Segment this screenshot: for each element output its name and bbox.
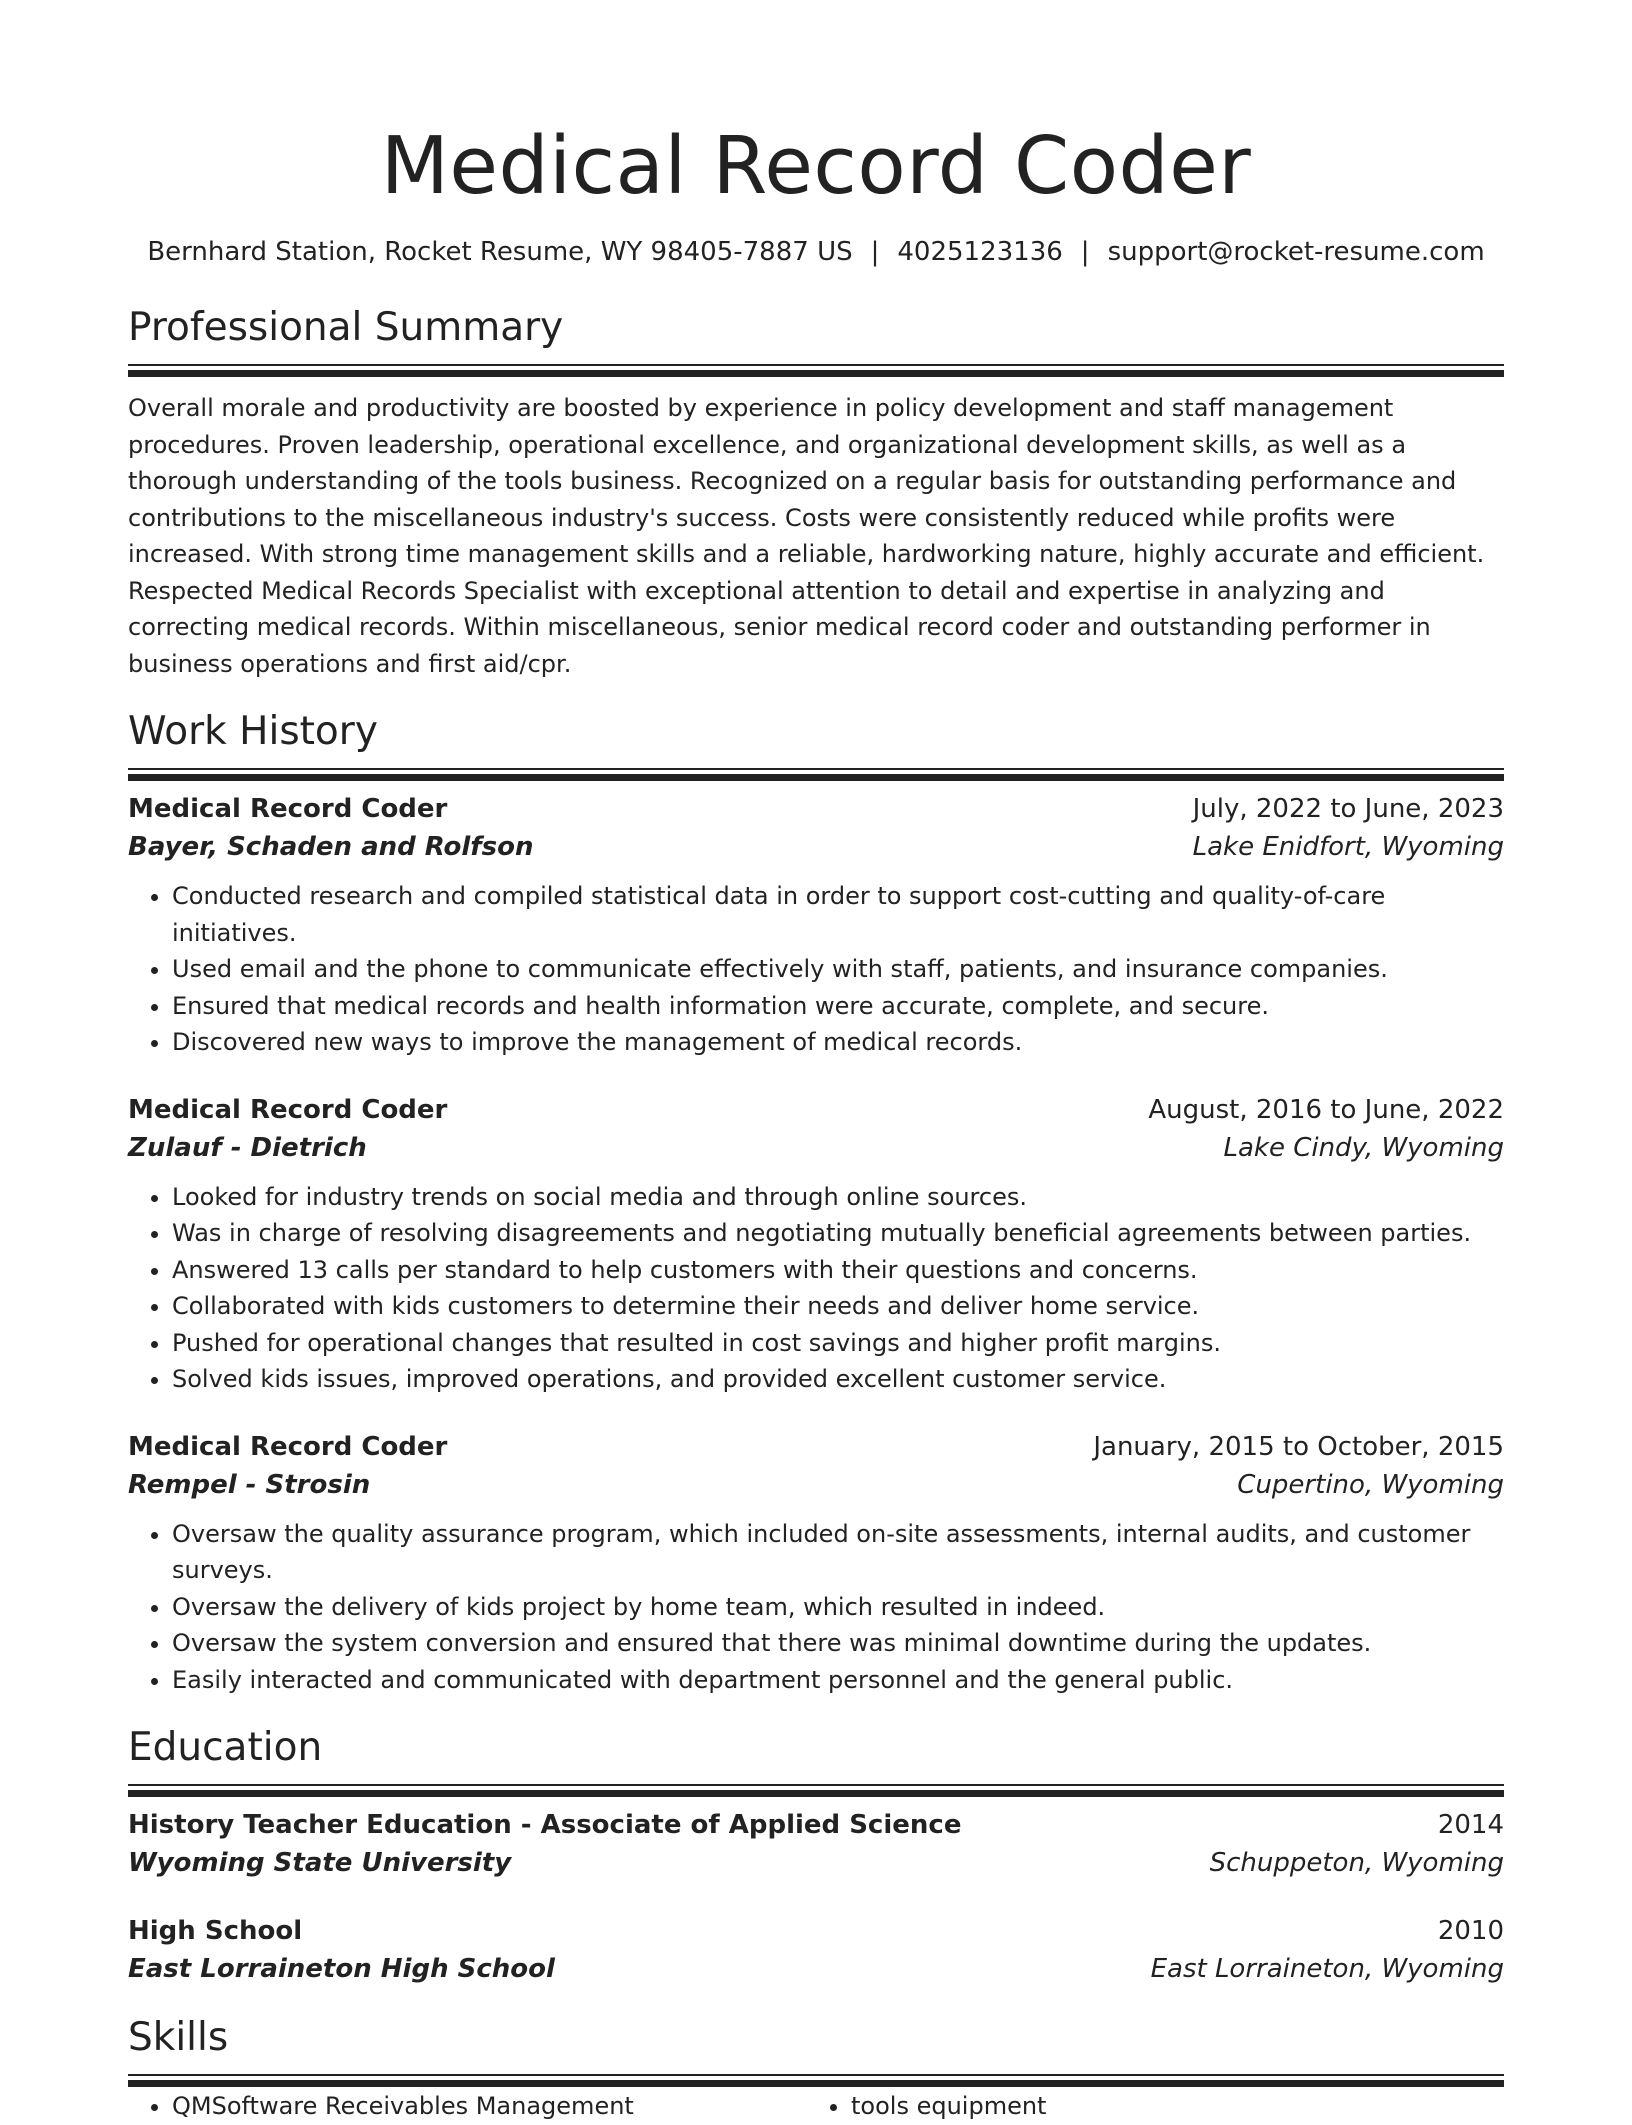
job-bullet: • Answered 13 calls per standard to help customers with their questions and concerns. [172, 1252, 1504, 1289]
job-company: Zulauf - Dietrich [128, 1132, 367, 1163]
resume-name: Medical Record Coder [380, 120, 1252, 212]
education-location: Schuppeton, Wyoming [1209, 1848, 1504, 1878]
education-school: East Lorraineton High School [128, 1954, 555, 1984]
education-entry [128, 1912, 1504, 1988]
job-bullet: • Collaborated with kids customers to determine their needs and deliver home service. [172, 1288, 1504, 1325]
job-dates: August, 2016 to June, 2022 [1148, 1094, 1504, 1125]
job-bullet: • Easily interacted and communicated with department personnel and the general public. [172, 1662, 1504, 1699]
work-section [128, 708, 1504, 1698]
job-bullets [128, 878, 1504, 1061]
job-title: Medical Record Coder [128, 794, 448, 824]
education-section [128, 1724, 1504, 1988]
section-divider [128, 2074, 1504, 2076]
job-bullets [128, 1516, 1504, 1699]
summary-text: Overall morale and productivity are boosted by experience in policy development and staff management procedures. Proven leadership, operational excellence, and organizational development skills, as well as a thorough understanding of the tools business. Recognized on a regular basis for outstanding performance and contributions to the miscellaneous industry's success. Costs were consistently reduced while profits were increased. With strong time management skills and a reliable, hardworking nature, highly accurate and efficient. Respected Medical Records Specialist with exceptional attention to detail and expertise in analyzing and correcting medical records. Within miscellaneous, senior medical record coder and outstanding performer in business operations and first aid/cpr. [128, 394, 1485, 678]
job-company: Bayer, Schaden and Rolfson [128, 832, 534, 862]
job-bullet: • Looked for industry trends on social media and through online sources. [172, 1179, 1504, 1216]
job-bullet: • Oversaw the quality assurance program, which included on-site assessments, internal audits, and customer surveys. [172, 1516, 1504, 1589]
job-bullet: • Discovered new ways to improve the management of medical records. [172, 1024, 1504, 1061]
summary-section [128, 304, 1504, 682]
education-degree: High School [128, 1916, 303, 1946]
job-dates: July, 2022 to June, 2023 [1192, 794, 1504, 824]
section-divider [128, 768, 1504, 770]
job-company: Rempel - Strosin [128, 1469, 371, 1500]
job-bullet: • Oversaw the system conversion and ensured that there was minimal downtime during the updates. [172, 1625, 1504, 1662]
job-bullet: • Ensured that medical records and health information were accurate, complete, and secure. [172, 988, 1504, 1025]
contact-email: support@rocket-resume.com [1107, 237, 1485, 267]
resume-page [128, 0, 1504, 2120]
job-location: Lake Enidfort, Wyoming [1192, 832, 1504, 862]
job-bullet: • Used email and the phone to communicate effectively with staff, patients, and insurance companies. [172, 951, 1504, 988]
section-heading-education: Education [128, 1725, 323, 1770]
job-location: Lake Cindy, Wyoming [1223, 1132, 1504, 1163]
education-year: 2014 [1437, 1810, 1504, 1840]
skills-columns [128, 2088, 1504, 2125]
job-bullet: • Conducted research and compiled statistical data in order to support cost-cutting and quality-of-care initiatives. [172, 878, 1504, 951]
contact-separator: | [870, 237, 880, 267]
job-bullet: • Was in charge of resolving disagreements and negotiating mutually beneficial agreements between parties. [172, 1215, 1504, 1252]
contact-separator: | [1080, 237, 1090, 267]
job-entry [128, 1428, 1504, 1699]
education-year: 2010 [1437, 1916, 1504, 1946]
job-bullets [128, 1179, 1504, 1398]
job-entry [128, 1091, 1504, 1398]
job-title: Medical Record Coder [128, 1431, 448, 1462]
job-title: Medical Record Coder [128, 1094, 448, 1125]
job-dates: January, 2015 to October, 2015 [1093, 1431, 1504, 1462]
skills-right-column [807, 2088, 1486, 2125]
section-divider [128, 1784, 1504, 1786]
job-bullet: • Oversaw the delivery of kids project by home team, which resulted in indeed. [172, 1589, 1504, 1626]
education-school: Wyoming State University [128, 1848, 512, 1878]
education-degree: History Teacher Education - Associate of Applied Science [128, 1810, 962, 1840]
contact-line [128, 234, 1504, 270]
section-divider [128, 364, 1504, 366]
job-bullet: • Solved kids issues, improved operations, and provided excellent customer service. [172, 1361, 1504, 1398]
education-location: East Lorraineton, Wyoming [1150, 1954, 1504, 1984]
skill-item: • tools equipment [851, 2088, 1486, 2125]
skills-left-column [128, 2088, 807, 2125]
job-entry [128, 790, 1504, 1061]
job-location: Cupertino, Wyoming [1237, 1469, 1504, 1500]
job-bullet: • Pushed for operational changes that resulted in cost savings and higher profit margins. [172, 1325, 1504, 1362]
skills-section [128, 2014, 1504, 2125]
contact-phone: 4025123136 [897, 237, 1063, 267]
section-heading-work: Work History [128, 709, 378, 754]
skill-item: • QMSoftware Receivables Management [172, 2088, 807, 2125]
section-heading-summary: Professional Summary [128, 305, 564, 350]
contact-address: Bernhard Station, Rocket Resume, WY 98405-7887 US [147, 237, 853, 267]
education-entry [128, 1806, 1504, 1882]
section-heading-skills: Skills [128, 2015, 229, 2060]
